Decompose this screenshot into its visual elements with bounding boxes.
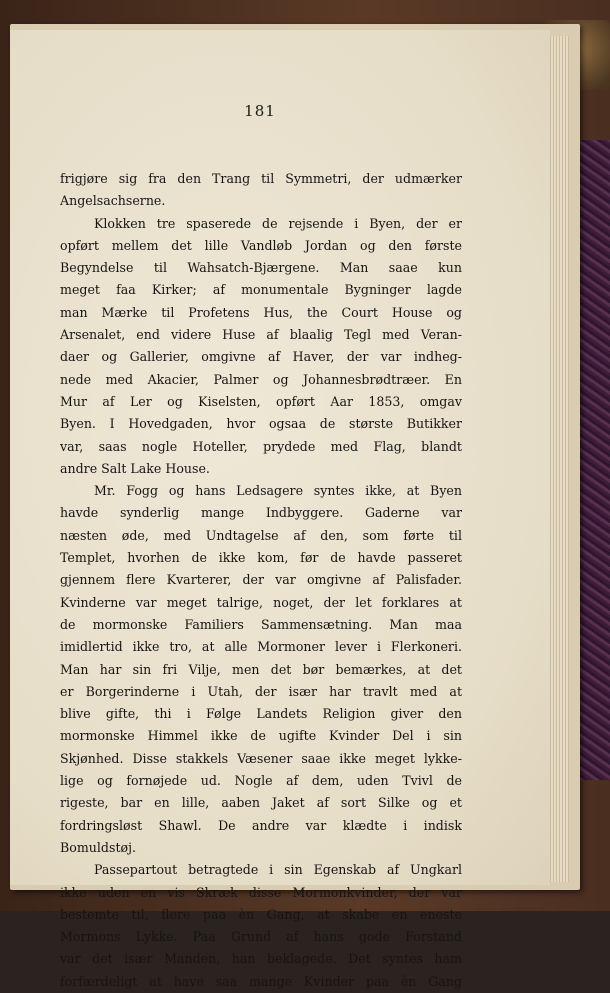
text-line: lige og fornøjede ud. Nogle af dem, uden Tvivl de [60, 773, 462, 789]
text-line: gjennem flere Kvarterer, der var omgivne af Palisfader. [60, 572, 462, 588]
text-line: havde synderlig mange Indbyggere. Gaderne var [60, 505, 462, 521]
text-line: andre Salt Lake House. [60, 460, 210, 476]
text-line: Kvinderne var meget talrige, noget, der let forklares at [60, 594, 462, 610]
text-line: var det især Manden, han beklagede. Det syntes ham [60, 951, 462, 967]
text-line: næsten øde, med Undtagelse af den, som førte til [60, 527, 462, 543]
text-line: Mur af Ler og Kiselsten, opført Aar 1853, omgav [60, 393, 462, 409]
text-line: rigeste, bar en lille, aaben Jaket af sort Silke og et [60, 795, 462, 811]
text-line: var, saas nogle Hoteller, prydede med Flag, blandt [60, 438, 462, 454]
text-line: Skjønhed. Disse stakkels Væsener saae ikke meget lykke- [60, 750, 462, 766]
text-line: Templet, hvorhen de ikke kom, før de havde passeret [60, 550, 462, 566]
text-line: Arsenalet, end videre Huse af blaalig Tegl med Veran- [60, 327, 462, 343]
page-text [60, 168, 462, 993]
text-line: fordringsløst Shawl. De andre var klædte i indisk [60, 817, 462, 833]
text-line: imidlertid ikke tro, at alle Mormoner lever i Flerkoneri. [60, 639, 462, 655]
text-line: opført mellem det lille Vandløb Jordan og den første [60, 237, 462, 253]
text-line: Mr. Fogg og hans Ledsagere syntes ikke, at Byen [94, 483, 462, 499]
text-line: er Borgerinderne i Utah, der især har travlt med at [60, 683, 462, 699]
text-line: man Mærke til Profetens Hus, the Court House og [60, 304, 462, 320]
text-line: mormonske Himmel ikke de ugifte Kvinder Del i sin [60, 728, 462, 744]
text-line: Man har sin fri Vilje, men det bør bemærkes, at det [60, 661, 462, 677]
text-line: Klokken tre spaserede de rejsende i Byen, der er [94, 215, 462, 231]
text-line: meget faa Kirker; af monumentale Bygninger lagde [60, 282, 462, 298]
text-line: nede med Akacier, Palmer og Johannesbrødtræer. En [60, 371, 462, 387]
text-line: Angelsachserne. [60, 193, 166, 209]
text-line: forfærdeligt at have saa mange Kvinder paa èn Gang [60, 973, 462, 989]
text-line: blive gifte, thi i Følge Landets Religion giver den [60, 706, 462, 722]
text-line: Passepartout betragtede i sin Egenskab af Ungkarl [94, 862, 462, 878]
page-number: 181 [244, 102, 276, 120]
text-line: Bomuldstøj. [60, 839, 136, 855]
text-line: frigjøre sig fra den Trang til Symmetri, der udmærker [60, 171, 462, 186]
book-page [10, 30, 550, 989]
text-line: daer og Gallerier, omgivne af Haver, der var indheg- [60, 349, 462, 365]
text-line: Mormons Lykke. Paa Grund af hans gode Forstand [60, 929, 462, 945]
text-line: Byen. I Hovedgaden, hvor ogsaa de største Butikker [60, 416, 462, 432]
text-line: ikke uden en vis Skræk disse Mormonkvinder, der var [60, 884, 462, 900]
text-line: de mormonske Familiers Sammensætning. Man maa [60, 616, 462, 632]
text-line: Begyndelse til Wahsatch-Bjærgene. Man saae kun [60, 260, 462, 276]
text-line: bestemte til, flere paa èn Gang, at skabe en eneste [60, 906, 462, 922]
